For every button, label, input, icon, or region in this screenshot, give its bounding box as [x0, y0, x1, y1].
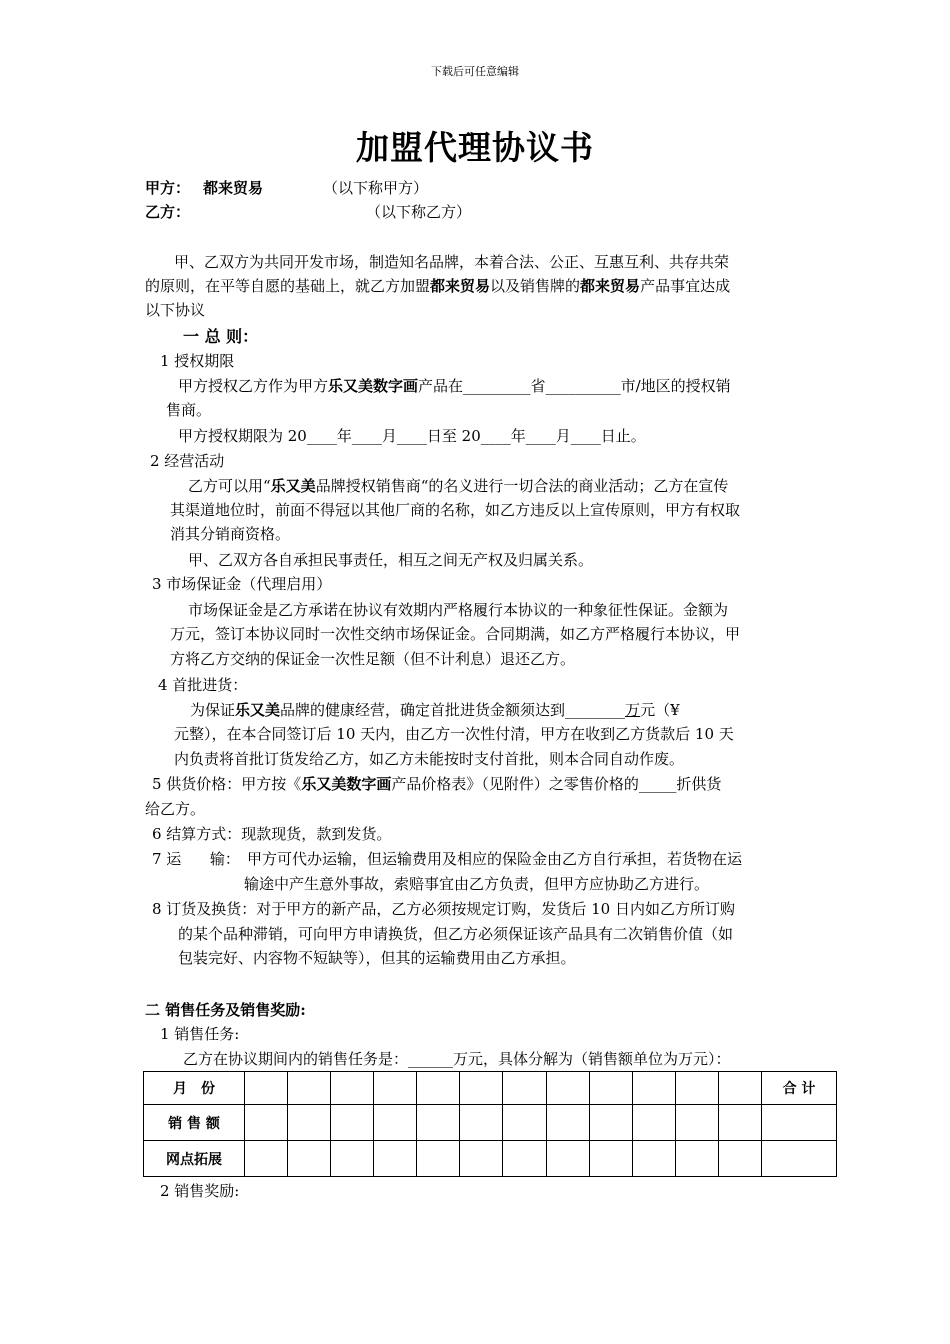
clause-3-line-2: 万元，签订本协议同时一次性交纳市场保证金。合同期满，如乙方严格履行本协议，甲 — [170, 625, 741, 643]
table-cell — [245, 1072, 288, 1105]
clause-5-line-1: 5 供货价格：甲方按《乐又美数字画产品价格表》（见附件）之零售价格的_____折供货 — [152, 775, 722, 793]
clause-2-line-4: 甲、乙双方各自承担民事责任，相互之间无产权及归属关系。 — [188, 551, 594, 569]
table-cell — [417, 1072, 460, 1105]
table-cell — [460, 1072, 503, 1105]
clause-7-line-2: 输途中产生意外事故，索赔事宜由乙方负责，但甲方应协助乙方进行。 — [244, 875, 710, 893]
table-cell — [675, 1141, 718, 1177]
table-cell — [331, 1105, 374, 1141]
column-header-total: 合 计 — [762, 1072, 837, 1105]
table-cell — [245, 1105, 288, 1141]
intro-line-2: 的原则，在平等自愿的基础上，就乙方加盟都来贸易以及销售牌的都来贸易产品事宜达成 — [145, 277, 731, 295]
table-cell — [288, 1141, 331, 1177]
clause-2-line-3: 消其分销商资格。 — [170, 525, 291, 543]
party-a-note: （以下称甲方） — [323, 179, 429, 197]
clause-2-line-2: 其渠道地位时，前面不得冠以其他厂商的名称，如乙方违反以上宣传原则，甲方有权取 — [170, 501, 741, 519]
clause-1-title: 1 授权期限 — [160, 352, 235, 370]
intro-line-3: 以下协议 — [145, 301, 206, 319]
table-cell — [589, 1072, 632, 1105]
table-cell — [632, 1072, 675, 1105]
clause-4-line-3: 内负责将首批订货发给乙方，如乙方未能按时支付首批，则本合同自动作废。 — [174, 750, 685, 768]
table-cell — [718, 1105, 761, 1141]
table-row — [144, 1141, 837, 1177]
sales-task-line: 乙方在协议期间内的销售任务是：______万元，具体分解为（销售额单位为万元）： — [183, 1050, 731, 1068]
clause-4-title: 4 首批进货： — [158, 676, 248, 694]
table-cell — [589, 1105, 632, 1141]
header-note: 下载后可任意编辑 — [431, 65, 519, 78]
clause-3-line-1: 市场保证金是乙方承诺在协议有效期内严格履行本协议的一种象征性保证。金额为 — [188, 601, 729, 619]
intro-line-1: 甲、乙双方为共同开发市场，制造知名品牌，本着合法、公正、互惠互利、共存共荣 — [174, 253, 730, 271]
table-cell — [331, 1072, 374, 1105]
clause-5-line-2: 给乙方。 — [145, 800, 206, 818]
table-cell — [417, 1105, 460, 1141]
clause-1-line-2: 售商。 — [166, 401, 212, 419]
section-2-heading: 二 销售任务及销售奖励: — [145, 1001, 306, 1019]
table-cell — [288, 1105, 331, 1141]
table-cell — [331, 1141, 374, 1177]
table-cell — [762, 1141, 837, 1177]
table-cell — [503, 1141, 546, 1177]
table-cell — [374, 1072, 417, 1105]
clause-1-line-3: 甲方授权期限为 20____年____月____日至 20____年____月____日止。 — [178, 427, 646, 445]
table-cell — [546, 1072, 589, 1105]
sales-reward-title: 2 销售奖励: — [160, 1182, 240, 1200]
table-cell — [718, 1141, 761, 1177]
clause-8-line-1: 8 订货及换货：对于甲方的新产品，乙方必须按规定订购，发货后 10 日内如乙方所订购 — [152, 900, 735, 918]
clause-8-line-2: 的某个品种滞销，可向甲方申请换货，但乙方必须保证该产品具有二次销售价值（如 — [178, 925, 734, 943]
row-header-sales: 销 售 额 — [144, 1105, 245, 1141]
table-cell — [675, 1105, 718, 1141]
row-header-month: 月 份 — [144, 1072, 245, 1105]
table-cell — [460, 1141, 503, 1177]
clause-6: 6 结算方式：现款现货，款到发货。 — [152, 825, 392, 843]
table-cell — [546, 1105, 589, 1141]
table-cell — [503, 1105, 546, 1141]
table-cell — [718, 1072, 761, 1105]
table-cell — [632, 1105, 675, 1141]
table-cell — [589, 1141, 632, 1177]
clause-8-line-3: 包装完好、内容物不短缺等），但其的运输费用由乙方承担。 — [178, 949, 576, 967]
brand-name: 都来贸易 — [430, 277, 491, 295]
table-cell — [374, 1141, 417, 1177]
table-row — [144, 1072, 837, 1105]
table-cell — [762, 1105, 837, 1141]
table-cell — [503, 1072, 546, 1105]
row-header-outlets: 网点拓展 — [144, 1141, 245, 1177]
clause-2-line-1: 乙方可以用“乐又美品牌授权销售商“的名义进行一切合法的商业活动；乙方在宣传 — [188, 477, 729, 495]
clause-1-line-1: 甲方授权乙方作为甲方乐又美数字画产品在_________省__________市/地区的授权销 — [178, 377, 731, 395]
table-cell — [288, 1072, 331, 1105]
table-cell — [417, 1141, 460, 1177]
page-title: 加盟代理协议书 — [356, 128, 594, 167]
table-cell — [546, 1141, 589, 1177]
party-b-note: （以下称乙方） — [366, 203, 472, 221]
sales-task-table — [143, 1071, 837, 1177]
table-row — [144, 1105, 837, 1141]
table-cell — [245, 1141, 288, 1177]
party-a-name: 都来贸易 — [203, 179, 264, 197]
clause-2-title: 2 经营活动 — [150, 452, 225, 470]
party-b-label: 乙方： — [145, 203, 191, 221]
table-cell — [675, 1072, 718, 1105]
clause-3-title: 3 市场保证金（代理启用） — [152, 575, 332, 593]
clause-3-line-3: 方将乙方交纳的保证金一次性足额（但不计利息）退还乙方。 — [170, 650, 576, 668]
clause-4-line-1: 为保证乐又美品牌的健康经营，确定首批进货金额须达到________万元（¥ — [190, 701, 680, 719]
section-1-heading: 一 总 则： — [183, 327, 259, 346]
table-cell — [460, 1105, 503, 1141]
sales-task-title: 1 销售任务: — [160, 1025, 240, 1043]
party-a-label: 甲方： — [145, 179, 191, 197]
clause-7-label: 7 运 输： — [152, 850, 240, 868]
brand-name: 都来贸易 — [580, 277, 641, 295]
clause-4-line-2: 元整），在本合同签订后 10 天内，由乙方一次性付清，甲方在收到乙方货款后 10 天 — [174, 725, 734, 743]
table-cell — [632, 1141, 675, 1177]
clause-7-line-1: 甲方可代办运输，但运输费用及相应的保险金由乙方自行承担，若货物在运 — [247, 850, 743, 868]
table-cell — [374, 1105, 417, 1141]
